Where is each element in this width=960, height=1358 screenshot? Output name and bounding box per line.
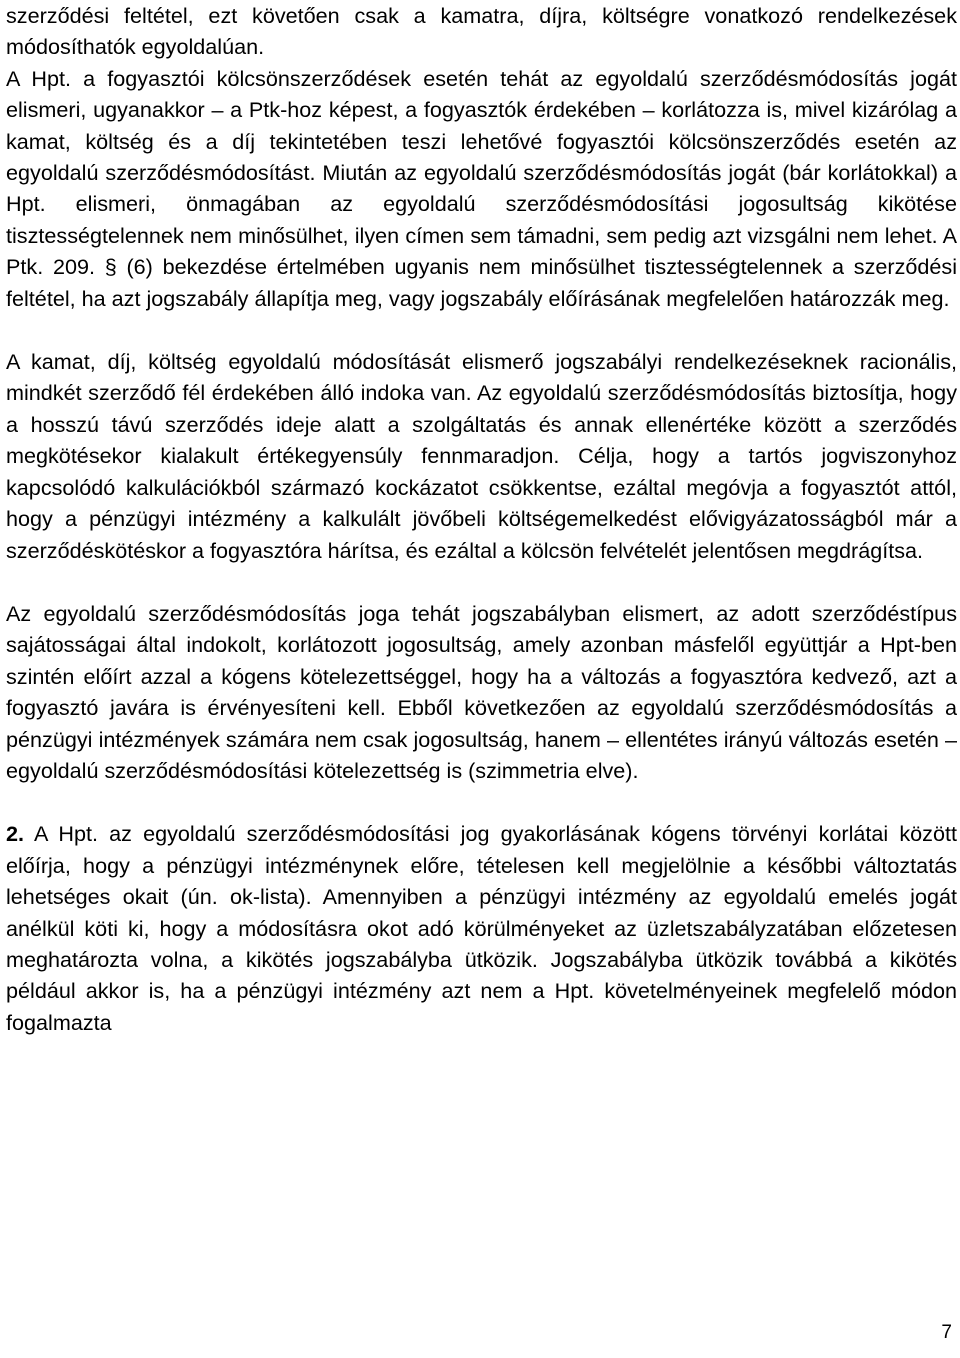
paragraph-gap (6, 786, 957, 818)
document-page (6, 0, 957, 1038)
paragraph-1: szerződési feltétel, ezt követően csak a kamatra, díjra, költségre vonatkozó rendelkezések módosíthatók egyoldalúan. (6, 3, 957, 60)
paragraph-gap (6, 566, 957, 598)
paragraph-3: A kamat, díj, költség egyoldalú módosítását elismerő jogszabályi rendelkezéseknek racionális, mindkét szerződő fél érdekében álló indoka van. Az egyoldalú szerződésmódosítás biztosítja, hogy a hosszú távú szerződés ideje alatt a szolgáltatás és annak ellenértéke között a szerződés megkötésekor kialakult értékegyensúly fennmaradjon. Célja, hogy a tartós jogviszonyhoz kapcsolódó kalkulációkból származó kockázatot csökkentse, ezáltal megóvja a fogyasztót attól, hogy a pénzügyi intézmény a kalkulált jövőbeli költségemelkedést elővigyázatosságból már a szerződéskötéskor a fogyasztóra hárítsa, és ezáltal a kölcsön felvételét jelentősen megdrágítsa. (6, 349, 957, 563)
paragraph-2: A Hpt. a fogyasztói kölcsönszerződések esetén tehát az egyoldalú szerződésmódosítás jogát elismeri, ugyanakkor – a Ptk-hoz képest, a fogyasztók érdekében – korlátozza is, mivel kizárólag a kamat, költség és a díj tekintetében teszi lehetővé fogyasztói kölcsönszerződés esetén az egyoldalú szerződésmódosítást. Miután az egyoldalú szerződésmódosítás jogát (bár korlátokkal) a Hpt. elismeri, önmagában az egyoldalú szerződésmódosítási jogosultság kikötése tisztességtelennek nem minősülhet, ilyen címen sem támadni, sem pedig azt vizsgálni nem lehet. A Ptk. 209. § (6) bekezdése értelmében ugyanis nem minősülhet tisztességtelennek a szerződési feltétel, ha azt jogszabály állapítja meg, vagy jogszabály előírásának megfelelően határozzák meg. (6, 65, 957, 311)
page-number: 7 (941, 1322, 952, 1343)
section-2-text: A Hpt. az egyoldalú szerződésmódosítási jog gyakorlásának kógens törvényi korlátai között előírja, hogy a pénzügyi intézménynek előre, tételesen kell megjelölnie a későbbi változtatás lehetséges okait (ún. ok-lista). Amennyiben a pénzügyi intézmény az egyoldalú emelés jogát anélkül köti ki, hogy a módosításra okot adó körülményeket az üzletszabályzatában előzetesen meghatározta volna, a kikötés jogszabályba ütközik. Jogszabályba ütközik továbbá a kikötés például akkor is, ha a pénzügyi intézmény azt nem a Hpt. követelményeinek megfelelő módon fogalmazta (6, 821, 957, 1035)
paragraph-gap (6, 314, 957, 346)
section-2-paragraph (6, 818, 957, 1038)
paragraph-4: Az egyoldalú szerződésmódosítás joga tehát jogszabályban elismert, az adott szerződéstípus sajátosságai által indokolt, korlátozott jogosultság, amely azonban másfelől együttjár a Hpt-ben szintén előírt azzal a kógens kötelezettséggel, hogy ha a változás a fogyasztóra kedvező, azt a fogyasztó javára is érvényesíteni kell. Ebből következően az egyoldalú szerződésmódosítás a pénzügyi intézmények számára nem csak jogosultság, hanem – ellentétes irányú változás esetén – egyoldalú szerződésmódosítási kötelezettség is (szimmetria elve). (6, 600, 957, 783)
section-number: 2. (6, 821, 25, 847)
